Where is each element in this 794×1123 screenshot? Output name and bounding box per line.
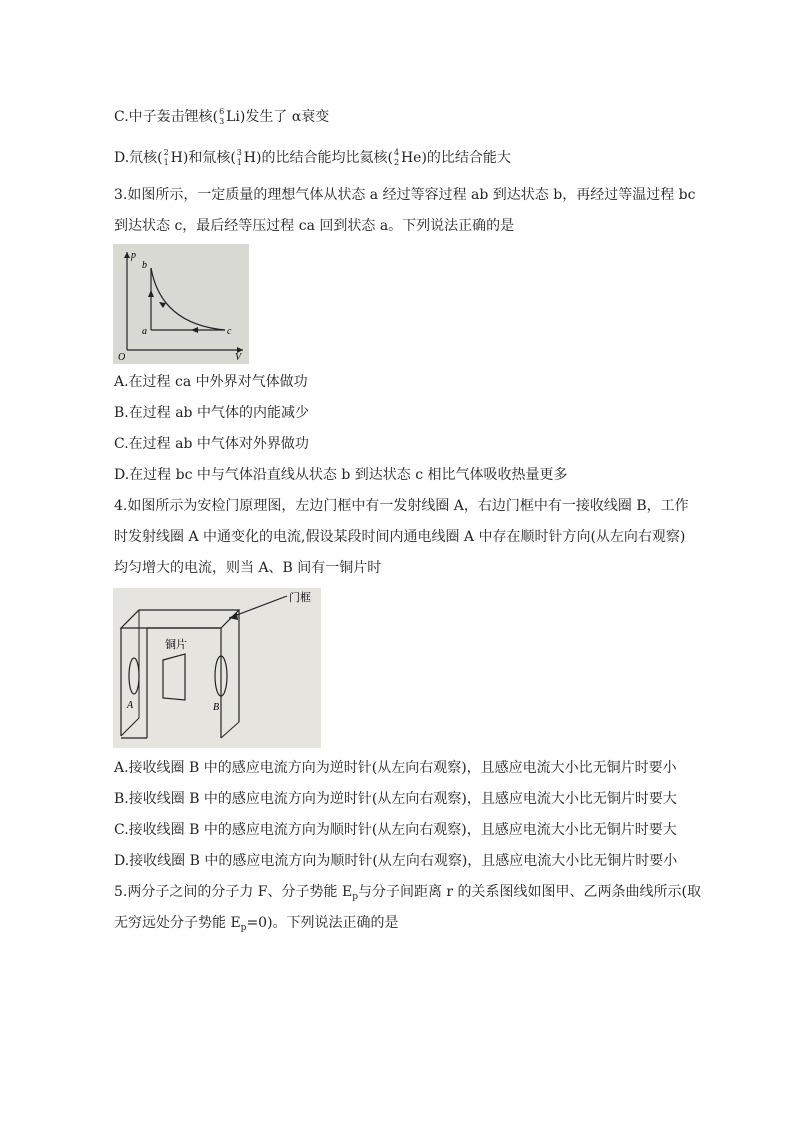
q2-option-d-prefix: D.氘核( bbox=[114, 150, 163, 166]
tritium-numbers: 3 1 bbox=[236, 148, 242, 167]
q5-stem2-part-a: 无穷远处分子势能 E bbox=[114, 915, 241, 931]
q5-stem-line-2 bbox=[114, 914, 399, 937]
q4-stem-line-2: 时发射线圈 A 中通变化的电流,假设某段时间内通电线圈 A 中存在顺时针方向(从左向右观察) bbox=[114, 529, 686, 545]
li-symbol: Li bbox=[226, 109, 240, 125]
q2-option-d-suffix: )的比结合能大 bbox=[421, 150, 511, 166]
ep-subscript-2: p bbox=[240, 923, 247, 933]
frame-label: 门框 bbox=[289, 591, 311, 604]
state-c-label: c bbox=[227, 326, 232, 337]
q3-option-d: D.在过程 bc 中与气体沿直线从状态 b 到达状态 c 相比气体吸收热量更多 bbox=[114, 467, 568, 483]
q3-option-b: B.在过程 ab 中气体的内能减少 bbox=[114, 405, 309, 421]
li-nuclide-numbers: 6 3 bbox=[219, 107, 225, 126]
tritium-symbol: H bbox=[243, 150, 257, 166]
q2-option-d bbox=[114, 149, 511, 167]
q3-option-c: C.在过程 ab 中气体对外界做功 bbox=[114, 436, 309, 452]
deuterium-symbol: H bbox=[170, 150, 183, 166]
q3-option-a: A.在过程 ca 中外界对气体做功 bbox=[114, 374, 308, 390]
q2-option-d-mid2: )的比结合能均比氦核( bbox=[256, 150, 393, 166]
q2-option-c-prefix: C.中子轰击锂核( bbox=[114, 109, 219, 125]
helium-symbol: He bbox=[400, 150, 422, 166]
deuterium-numbers: 2 1 bbox=[163, 148, 169, 167]
q4-option-d: D.接收线圈 B 中的感应电流方向为顺时针(从左向右观察)，且感应电流大小比无铜片时要小 bbox=[114, 853, 678, 869]
q4-stem-line-1: 4.如图所示为安检门原理图，左边门框中有一发射线圈 A，右边门框中有一接收线圈 B，工作 bbox=[114, 498, 689, 514]
pv-diagram-background bbox=[113, 244, 249, 364]
q5-stem1-part-a: 5.两分子之间的分子力 F、分子势能 E bbox=[114, 884, 353, 900]
state-b-label: b bbox=[142, 260, 147, 271]
helium-numbers: 4 2 bbox=[393, 148, 400, 167]
q2-option-d-mid: )和氚核( bbox=[182, 150, 236, 166]
q5-stem1-part-b: 与分子间距离 r 的关系图线如图甲、乙两条曲线所示(取 bbox=[357, 884, 702, 900]
q2-option-c-suffix: )发生了 α衰变 bbox=[239, 109, 330, 125]
pv-diagram bbox=[113, 244, 249, 364]
q4-stem-line-3: 均匀增大的电流，则当 A、B 间有一铜片时 bbox=[114, 560, 382, 576]
p-axis-label: p bbox=[131, 250, 136, 261]
security-gate-diagram bbox=[113, 588, 321, 748]
q4-option-a: A.接收线圈 B 中的感应电流方向为逆时针(从左向右观察)，且感应电流大小比无铜片时要小 bbox=[114, 760, 677, 776]
q3-stem-line-1: 3.如图所示，一定质量的理想气体从状态 a 经过等容过程 ab 到达状态 b，再经过等温过程 bc bbox=[114, 187, 696, 203]
v-axis-label: V bbox=[235, 352, 242, 363]
copper-label: 铜片 bbox=[165, 638, 187, 651]
coil-a-label: A bbox=[127, 700, 134, 711]
q4-option-c: C.接收线圈 B 中的感应电流方向为顺时针(从左向右观察)，且感应电流大小比无铜片时要大 bbox=[114, 822, 677, 838]
origin-label: O bbox=[118, 352, 126, 363]
q2-option-c bbox=[114, 108, 329, 126]
gate-diagram-background bbox=[113, 588, 321, 748]
state-a-label: a bbox=[142, 326, 147, 337]
q3-stem-line-2: 到达状态 c，最后经等压过程 ca 回到状态 a。下列说法正确的是 bbox=[114, 218, 515, 234]
ep-subscript: p bbox=[352, 892, 358, 902]
q5-stem-line-1 bbox=[114, 883, 701, 906]
q4-option-b: B.接收线圈 B 中的感应电流方向为逆时针(从左向右观察)，且感应电流大小比无铜片时要大 bbox=[114, 791, 677, 807]
q5-stem2-part-b: =0)。下列说法正确的是 bbox=[246, 915, 399, 931]
coil-b-label: B bbox=[213, 702, 220, 713]
